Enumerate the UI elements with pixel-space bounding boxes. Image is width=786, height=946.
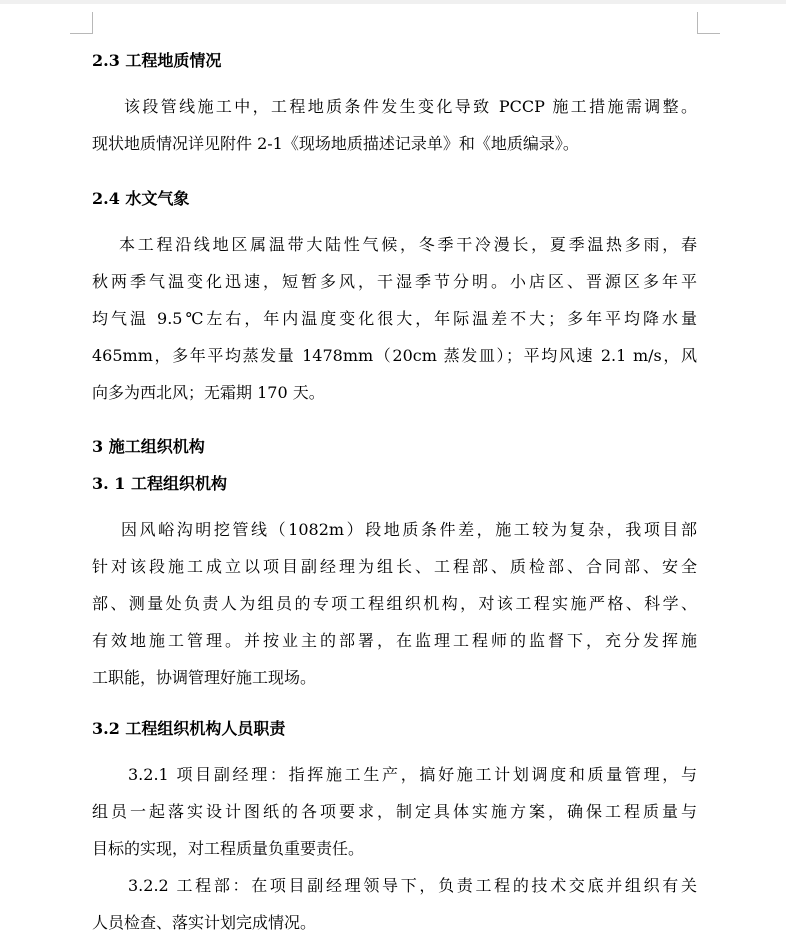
crop-mark-top-right <box>697 12 698 34</box>
paragraph-line: 人员检查、落实计划完成情况。 <box>92 913 317 932</box>
paragraph-organization[interactable] <box>92 511 697 696</box>
paragraph-responsibilities[interactable] <box>92 756 697 941</box>
paragraph-line: 本工程沿线地区属温带大陆性气候，冬季干冷漫长，夏季温热多雨，春 <box>119 235 697 254</box>
paragraph-line: 工职能，协调管理好施工现场。 <box>92 668 317 687</box>
paragraph-line: 目标的实现，对工程质量负重要责任。 <box>92 839 365 858</box>
paragraph-line: 3.2.2 工程部：在项目副经理领导下，负责工程的技术交底并组织有关 <box>128 876 697 895</box>
top-toolbar-edge <box>0 0 786 4</box>
heading-3: 3 施工组织机构 <box>92 437 205 456</box>
crop-mark-top-left-horizontal <box>70 33 92 34</box>
paragraph-line: 现状地质情况详见附件 2-1《现场地质描述记录单》和《地质编录》。 <box>92 134 579 153</box>
crop-mark-top-right-horizontal <box>698 33 720 34</box>
paragraph-geology[interactable] <box>92 88 697 162</box>
heading-3-2: 3.2 工程组织机构人员职责 <box>92 719 286 738</box>
heading-2-4: 2.4 水文气象 <box>92 189 190 208</box>
paragraph-line: 针对该段施工成立以项目副经理为组长、工程部、质检部、合同部、安全 <box>92 557 697 576</box>
heading-3-1: 3. 1 工程组织机构 <box>92 474 227 493</box>
paragraph-line: 组员一起落实设计图纸的各项要求，制定具体实施方案，确保工程质量与 <box>92 802 697 821</box>
paragraph-line: 秋两季气温变化迅速，短暂多风，干湿季节分明。小店区、晋源区多年平 <box>92 272 697 291</box>
crop-mark-top-left <box>92 12 93 34</box>
paragraph-line: 该段管线施工中，工程地质条件发生变化导致 PCCP 施工措施需调整。 <box>124 97 697 116</box>
paragraph-line: 3.2.1 项目副经理：指挥施工生产，搞好施工计划调度和质量管理，与 <box>128 765 697 784</box>
heading-2-3: 2.3 工程地质情况 <box>92 51 222 70</box>
paragraph-hydrology[interactable] <box>92 226 697 411</box>
paragraph-line: 向多为西北风；无霜期 170 天。 <box>92 383 325 402</box>
paragraph-line: 均气温 9.5℃左右，年内温度变化很大，年际温差不大；多年平均降水量 <box>92 309 697 328</box>
paragraph-line: 有效地施工管理。并按业主的部署，在监理工程师的监督下，充分发挥施 <box>92 631 697 650</box>
paragraph-line: 部、测量处负责人为组员的专项工程组织机构，对该工程实施严格、科学、 <box>92 594 697 613</box>
paragraph-line: 465mm，多年平均蒸发量 1478mm（20cm 蒸发皿）；平均风速 2.1 m/s，风 <box>92 346 697 365</box>
paragraph-line: 因风峪沟明挖管线（1082m）段地质条件差，施工较为复杂，我项目部 <box>121 520 697 539</box>
